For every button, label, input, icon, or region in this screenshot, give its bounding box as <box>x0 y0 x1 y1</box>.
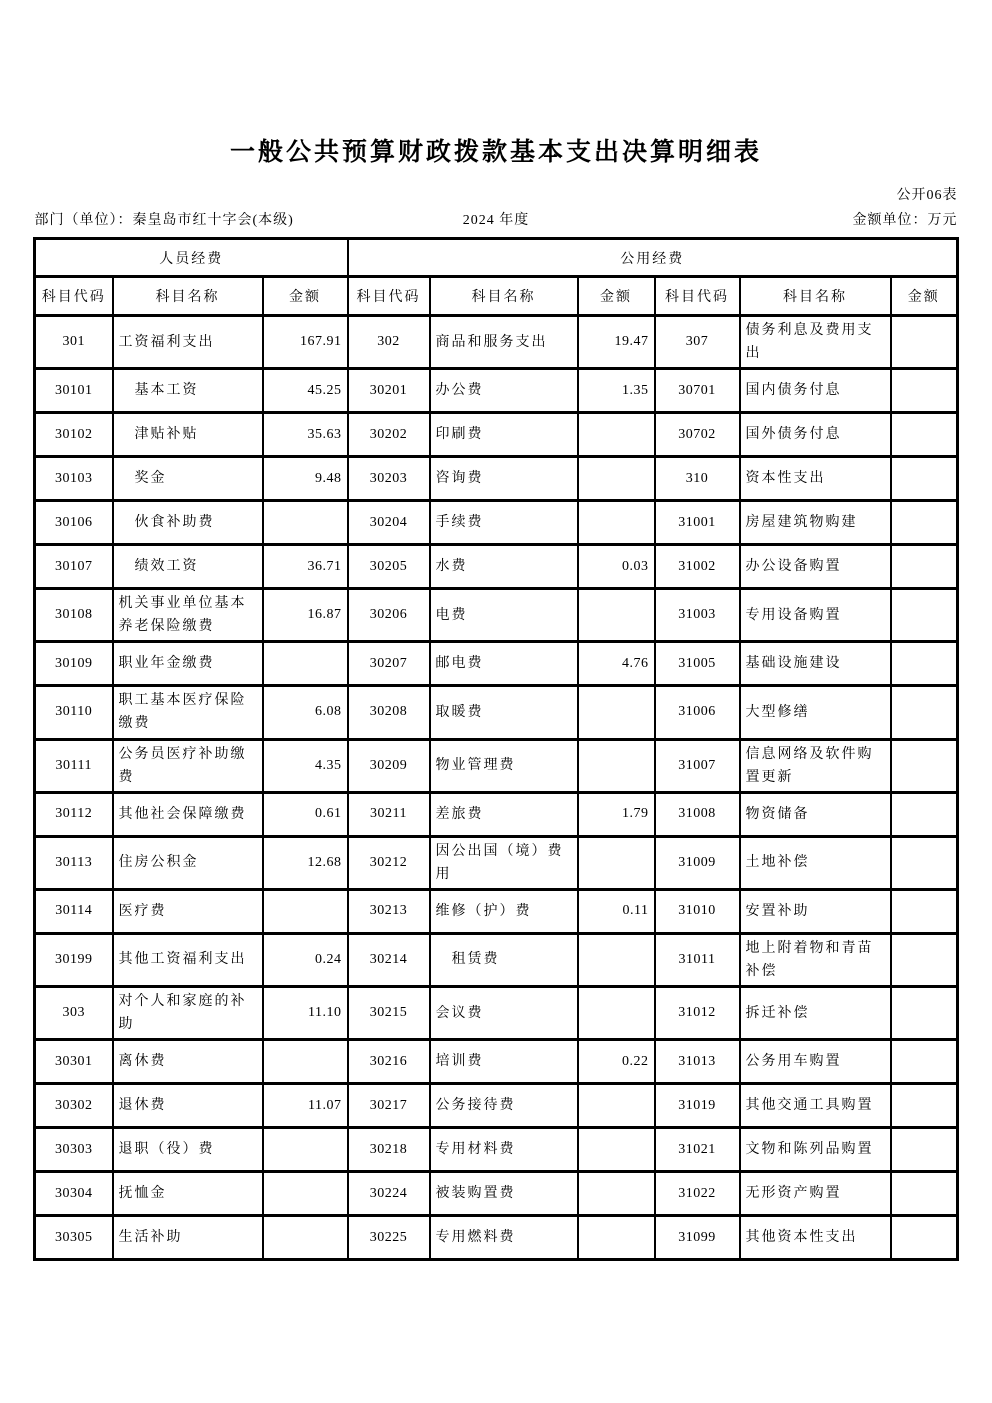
amount-cell <box>578 457 655 501</box>
table-row <box>35 1128 958 1172</box>
subject-name-cell: 生活补助 <box>113 1216 263 1260</box>
amount-cell <box>891 1128 958 1172</box>
subject-code-cell: 30108 <box>35 589 113 642</box>
subject-name-cell: 商品和服务支出 <box>430 316 578 369</box>
subject-code-cell: 31001 <box>655 501 740 545</box>
subject-code-cell: 30103 <box>35 457 113 501</box>
table-row <box>35 369 958 413</box>
subject-name-cell: 专用设备购置 <box>740 589 891 642</box>
table-row <box>35 413 958 457</box>
subject-code-cell: 30204 <box>348 501 430 545</box>
subject-code-cell: 30701 <box>655 369 740 413</box>
subject-code-cell: 310 <box>655 457 740 501</box>
subject-name-cell: 因公出国（境）费用 <box>430 836 578 889</box>
table-row <box>35 889 958 933</box>
amount-cell <box>891 457 958 501</box>
subject-code-column-header: 科目代码 <box>655 277 740 316</box>
table-row <box>35 1040 958 1084</box>
subject-code-cell: 303 <box>35 987 113 1040</box>
subject-code-cell: 30211 <box>348 792 430 836</box>
amount-cell <box>263 1128 348 1172</box>
subject-code-cell: 31022 <box>655 1172 740 1216</box>
subject-name-cell: 邮电费 <box>430 642 578 686</box>
subject-code-cell: 30209 <box>348 739 430 792</box>
amount-cell <box>578 501 655 545</box>
subject-name-cell: 专用燃料费 <box>430 1216 578 1260</box>
subject-name-cell: 拆迁补偿 <box>740 987 891 1040</box>
subject-name-cell: 基本工资 <box>113 369 263 413</box>
subject-code-cell: 30305 <box>35 1216 113 1260</box>
subject-name-cell: 津贴补贴 <box>113 413 263 457</box>
amount-cell <box>578 413 655 457</box>
table-row <box>35 1172 958 1216</box>
subject-name-cell: 奖金 <box>113 457 263 501</box>
subject-name-cell: 机关事业单位基本养老保险缴费 <box>113 589 263 642</box>
subject-name-cell: 土地补偿 <box>740 836 891 889</box>
amount-cell <box>891 987 958 1040</box>
amount-cell <box>578 1172 655 1216</box>
department-label: 部门（单位）：秦皇岛市红十字会(本级) <box>34 213 294 228</box>
subject-name-cell: 债务利息及费用支出 <box>740 316 891 369</box>
amount-cell <box>891 369 958 413</box>
amount-cell <box>891 545 958 589</box>
subject-name-cell: 取暖费 <box>430 686 578 739</box>
subject-code-cell: 30201 <box>348 369 430 413</box>
amount-cell <box>578 987 655 1040</box>
subject-name-cell: 退休费 <box>113 1084 263 1128</box>
subject-name-cell: 维修（护）费 <box>430 889 578 933</box>
table-row <box>35 545 958 589</box>
subject-name-cell: 职工基本医疗保险缴费 <box>113 686 263 739</box>
amount-cell <box>263 1172 348 1216</box>
amount-cell <box>891 933 958 986</box>
subject-code-cell: 31021 <box>655 1128 740 1172</box>
amount-cell: 0.61 <box>263 792 348 836</box>
subject-name-cell: 地上附着物和青苗补偿 <box>740 933 891 986</box>
amount-cell <box>891 642 958 686</box>
subject-name-cell: 物业管理费 <box>430 739 578 792</box>
amount-cell <box>578 836 655 889</box>
amount-cell <box>891 413 958 457</box>
subject-code-cell: 30203 <box>348 457 430 501</box>
amount-cell <box>891 1172 958 1216</box>
subject-name-cell: 文物和陈列品购置 <box>740 1128 891 1172</box>
subject-code-cell: 31010 <box>655 889 740 933</box>
amount-cell <box>891 1040 958 1084</box>
subject-name-column-header: 科目名称 <box>430 277 578 316</box>
subject-code-cell: 30215 <box>348 987 430 1040</box>
subject-name-cell: 基础设施建设 <box>740 642 891 686</box>
subject-code-cell: 31011 <box>655 933 740 986</box>
amount-cell <box>891 739 958 792</box>
amount-cell <box>263 1040 348 1084</box>
amount-cell <box>578 1084 655 1128</box>
budget-table <box>33 237 959 1261</box>
subject-code-cell: 30109 <box>35 642 113 686</box>
subject-name-cell: 公务员医疗补助缴费 <box>113 739 263 792</box>
group-header-row <box>35 239 958 277</box>
amount-cell: 4.35 <box>263 739 348 792</box>
subject-name-cell: 无形资产购置 <box>740 1172 891 1216</box>
subject-name-cell: 信息网络及软件购置更新 <box>740 739 891 792</box>
table-row <box>35 642 958 686</box>
table-row <box>35 1216 958 1260</box>
subject-name-cell: 国内债务付息 <box>740 369 891 413</box>
amount-cell <box>891 686 958 739</box>
subject-code-cell: 30206 <box>348 589 430 642</box>
amount-cell <box>578 739 655 792</box>
amount-cell <box>891 316 958 369</box>
subject-code-cell: 30199 <box>35 933 113 986</box>
subject-code-cell: 31007 <box>655 739 740 792</box>
subject-name-cell: 咨询费 <box>430 457 578 501</box>
subject-name-cell: 办公费 <box>430 369 578 413</box>
subject-name-cell: 安置补助 <box>740 889 891 933</box>
table-row <box>35 792 958 836</box>
amount-cell <box>891 589 958 642</box>
subject-name-cell: 退职（役）费 <box>113 1128 263 1172</box>
subject-name-cell: 对个人和家庭的补助 <box>113 987 263 1040</box>
subject-name-cell: 国外债务付息 <box>740 413 891 457</box>
subject-name-cell: 会议费 <box>430 987 578 1040</box>
subject-code-cell: 30218 <box>348 1128 430 1172</box>
subject-name-cell: 培训费 <box>430 1040 578 1084</box>
amount-cell: 167.91 <box>263 316 348 369</box>
meta-line <box>35 209 958 229</box>
subject-code-cell: 31002 <box>655 545 740 589</box>
amount-cell <box>263 501 348 545</box>
subject-code-cell: 30302 <box>35 1084 113 1128</box>
subject-code-cell: 31006 <box>655 686 740 739</box>
subject-name-cell: 职业年金缴费 <box>113 642 263 686</box>
amount-cell: 19.47 <box>578 316 655 369</box>
subject-code-cell: 30107 <box>35 545 113 589</box>
amount-cell <box>578 933 655 986</box>
amount-cell <box>891 889 958 933</box>
table-body <box>35 316 958 1260</box>
subject-code-cell: 30225 <box>348 1216 430 1260</box>
table-row <box>35 686 958 739</box>
subject-name-cell: 手续费 <box>430 501 578 545</box>
amount-cell <box>891 792 958 836</box>
subject-name-column-header: 科目名称 <box>113 277 263 316</box>
amount-cell <box>891 501 958 545</box>
subject-name-cell: 公务接待费 <box>430 1084 578 1128</box>
amount-cell <box>263 889 348 933</box>
table-row <box>35 933 958 986</box>
table-row <box>35 987 958 1040</box>
subject-name-cell: 其他交通工具购置 <box>740 1084 891 1128</box>
subject-code-cell: 31099 <box>655 1216 740 1260</box>
subject-code-cell: 30304 <box>35 1172 113 1216</box>
amount-cell: 11.10 <box>263 987 348 1040</box>
amount-cell <box>891 1216 958 1260</box>
subject-code-cell: 31012 <box>655 987 740 1040</box>
subject-code-cell: 31008 <box>655 792 740 836</box>
subject-code-cell: 30213 <box>348 889 430 933</box>
subject-code-column-header: 科目代码 <box>35 277 113 316</box>
subject-name-cell: 其他资本性支出 <box>740 1216 891 1260</box>
subject-code-cell: 30224 <box>348 1172 430 1216</box>
amount-cell: 16.87 <box>263 589 348 642</box>
subject-name-cell: 租赁费 <box>430 933 578 986</box>
amount-column-header: 金额 <box>578 277 655 316</box>
subject-code-cell: 307 <box>655 316 740 369</box>
subject-name-cell: 医疗费 <box>113 889 263 933</box>
subject-code-cell: 30102 <box>35 413 113 457</box>
amount-cell: 0.22 <box>578 1040 655 1084</box>
amount-cell: 12.68 <box>263 836 348 889</box>
amount-cell <box>263 642 348 686</box>
subject-name-cell: 工资福利支出 <box>113 316 263 369</box>
amount-cell: 4.76 <box>578 642 655 686</box>
subject-code-cell: 30113 <box>35 836 113 889</box>
subject-code-cell: 30205 <box>348 545 430 589</box>
subject-name-cell: 专用材料费 <box>430 1128 578 1172</box>
subject-name-cell: 房屋建筑物购建 <box>740 501 891 545</box>
table-row <box>35 316 958 369</box>
subject-code-cell: 30217 <box>348 1084 430 1128</box>
column-header-row <box>35 277 958 316</box>
subject-code-cell: 302 <box>348 316 430 369</box>
form-code: 公开06表 <box>896 188 958 203</box>
amount-cell: 35.63 <box>263 413 348 457</box>
subject-name-cell: 印刷费 <box>430 413 578 457</box>
amount-cell: 11.07 <box>263 1084 348 1128</box>
subject-code-cell: 30106 <box>35 501 113 545</box>
subject-name-cell: 住房公积金 <box>113 836 263 889</box>
group-header-public-funds: 公用经费 <box>348 239 958 277</box>
group-header-personnel-funds: 人员经费 <box>35 239 348 277</box>
table-row <box>35 589 958 642</box>
amount-cell <box>578 589 655 642</box>
table-row <box>35 1084 958 1128</box>
subject-code-cell: 30301 <box>35 1040 113 1084</box>
table-row <box>35 836 958 889</box>
subject-code-cell: 30101 <box>35 369 113 413</box>
subject-name-cell: 伙食补助费 <box>113 501 263 545</box>
subject-name-cell: 其他工资福利支出 <box>113 933 263 986</box>
subject-code-cell: 301 <box>35 316 113 369</box>
subject-name-cell: 绩效工资 <box>113 545 263 589</box>
amount-cell <box>891 1084 958 1128</box>
subject-code-cell: 30111 <box>35 739 113 792</box>
subject-code-cell: 30112 <box>35 792 113 836</box>
subject-code-cell: 31013 <box>655 1040 740 1084</box>
subject-name-cell: 公务用车购置 <box>740 1040 891 1084</box>
subject-code-column-header: 科目代码 <box>348 277 430 316</box>
subject-code-cell: 30208 <box>348 686 430 739</box>
amount-cell <box>891 836 958 889</box>
amount-cell: 0.03 <box>578 545 655 589</box>
subject-name-cell: 资本性支出 <box>740 457 891 501</box>
subject-code-cell: 30216 <box>348 1040 430 1084</box>
table-row <box>35 501 958 545</box>
amount-cell: 6.08 <box>263 686 348 739</box>
amount-cell <box>578 686 655 739</box>
amount-cell: 1.35 <box>578 369 655 413</box>
amount-column-header: 金额 <box>263 277 348 316</box>
amount-unit-label: 金额单位：万元 <box>852 213 958 228</box>
amount-cell: 1.79 <box>578 792 655 836</box>
subject-name-cell: 办公设备购置 <box>740 545 891 589</box>
subject-code-cell: 30702 <box>655 413 740 457</box>
subject-code-cell: 30110 <box>35 686 113 739</box>
subject-code-cell: 31005 <box>655 642 740 686</box>
subject-name-cell: 水费 <box>430 545 578 589</box>
subject-name-cell: 被装购置费 <box>430 1172 578 1216</box>
subject-code-cell: 31003 <box>655 589 740 642</box>
subject-name-cell: 大型修缮 <box>740 686 891 739</box>
subject-code-cell: 31019 <box>655 1084 740 1128</box>
table-row <box>35 739 958 792</box>
amount-column-header: 金额 <box>891 277 958 316</box>
subject-code-cell: 30212 <box>348 836 430 889</box>
subject-name-column-header: 科目名称 <box>740 277 891 316</box>
table-row <box>35 457 958 501</box>
amount-cell <box>578 1216 655 1260</box>
subject-code-cell: 30207 <box>348 642 430 686</box>
amount-cell <box>578 1128 655 1172</box>
amount-cell: 0.24 <box>263 933 348 986</box>
amount-cell: 9.48 <box>263 457 348 501</box>
amount-cell: 36.71 <box>263 545 348 589</box>
amount-cell <box>263 1216 348 1260</box>
subject-name-cell: 其他社会保障缴费 <box>113 792 263 836</box>
subject-code-cell: 31009 <box>655 836 740 889</box>
amount-cell: 45.25 <box>263 369 348 413</box>
subject-name-cell: 离休费 <box>113 1040 263 1084</box>
subject-name-cell: 电费 <box>430 589 578 642</box>
subject-name-cell: 物资储备 <box>740 792 891 836</box>
amount-cell: 0.11 <box>578 889 655 933</box>
subject-code-cell: 30202 <box>348 413 430 457</box>
subject-name-cell: 差旅费 <box>430 792 578 836</box>
table-head <box>35 239 958 316</box>
subject-code-cell: 30114 <box>35 889 113 933</box>
subject-code-cell: 30214 <box>348 933 430 986</box>
fiscal-year-label: 2024 年度 <box>462 213 530 228</box>
subject-code-cell: 30303 <box>35 1128 113 1172</box>
page-title: 一般公共预算财政拨款基本支出决算明细表 <box>229 139 762 166</box>
subject-name-cell: 抚恤金 <box>113 1172 263 1216</box>
